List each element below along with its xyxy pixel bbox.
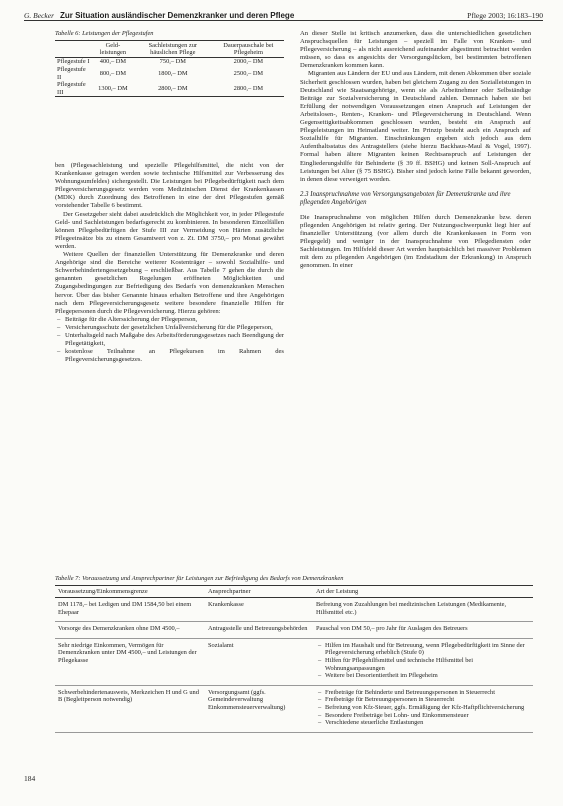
table-cell: Pflegestufe I [57,58,90,66]
table-cell: 800,– DM [99,69,127,77]
benefit-cell [313,598,533,622]
list-item: – Hilfen im Haushalt und für Betreuung, wenn Pflegebedürftigkeit im Sinne der Pflegeversicherung erheblich (Stufe 0) [316,642,530,657]
benefit-cell [313,638,533,685]
table-6-caption: Tabelle 6: Leistungen der Pflegestufen [55,30,154,37]
header-journal-ref: Pflege 2003; 16:183–190 [467,11,543,20]
table-7-header-cell: Art der Leistung [313,586,533,598]
list-item: – kostenlose Teilnahme an Pflegekursen im Rahmen des Pflegeversicherungsgesetzes. [55,348,284,364]
page-number: 184 [24,774,36,783]
paragraph: Weitere Quellen der finanziellen Unterstützung für Demenzkranke und deren Angehörige sind die Bereiche weiterer Kostenträger – sowohl Sozialhilfe- und Schwerbehindertengesetzgebung – erschließbar. Aus Tabelle 7 gehen die durch die genannten gesetzlichen Regelungen eröffneten Möglichkeiten und Zugangsbedingungen zur Befriedigung des Bedarfs von demenzkranken Menschen hervor. Über das bisher Genannte hinaus erhalten Betroffene und ihre Angehörigen nach dem Pflegeversicherungsgesetz weitere besondere finanzielle Hilfen für Pflegepersonen durch die Pflegeversicherung. Hierzu gehören: [55,251,284,315]
table-cell: 2800,– DM [233,84,264,92]
list-item: – Weitere bei Desorientiertheit im Pflegeheim [316,672,530,680]
table-6-header-cell: Geld-leistungen [99,42,127,57]
section-heading: 2.3 Inanspruchnahme von Versorgungsangeboten für Demenzkranke und ihre pflegenden Angehörigen [300,190,511,207]
table-cell: 750,– DM [159,58,186,66]
table-cell: 1300,– DM [98,84,128,92]
paragraph: Die Inanspruchnahme von möglichen Hilfen durch Demenzkranke bzw. deren pflegenden Angehörigen ist relativ gering. Der Nutzungsschwerpunkt liegt hier auf finanzieller Unterstützung (vor allem durch die Krankenkassen in Form von Pflegegeld) und weniger in der Inanspruchnahme von Pflegediensten oder Sachleistungen. Im Hilfsfeld dieser Art werden hauptsächlich bei massiver Problemen mit dem zu pflegenden Angehörigen (im Endstadium der Erkrankung) in Anspruch genommen. In einer [300,213,531,270]
list-item: – Freibeträge für Behinderte und Betreuungspersonen in Steuerrecht [316,689,530,697]
table-6-header-cell: Dauerpauschale bei Pflegeheim [223,42,274,57]
table-row [55,66,284,81]
table-6-grid [55,40,284,97]
paragraph: An dieser Stelle ist kritisch anzumerken, dass die unterschiedlichen gesetzlichen Anspruchsquellen für Leistungen – speziell im Falle von Kranken- und Pflegeversicherung – als nicht ausreichend aufeinander abgestimmt betrachtet werden müssen, so dass es angesichts der Versorgungslücken, bei bestimmten betroffenen Demenzkranken kommen kann. [300,30,531,70]
right-text-column [300,30,531,270]
contact-cell: Versorgungsamt (ggfs. Gemeindeverwaltung Einkommensteuerverwaltung) [205,685,313,732]
benefit-text: Pauschal von DM 50,– pro Jahr für Auslagen des Betreuers [316,625,468,633]
benefit-text: Befreiung von Zuzahlungen bei medizinischen Leistungen (Medikamente, Hilfsmittel etc.) [316,601,507,616]
list-item: – Freibeträge für Betreuungspersonen in Steuerrecht [316,696,530,704]
list-item: – Versicherungsschutz der gesetzlichen Unfallversicherung für die Pflegeperson, [55,324,284,332]
list-item: – Verschiedene steuerliche Entlastungen [316,719,530,727]
requirement-cell: Sehr niedrige Einkommen, Vermögen für Demenzkranken unter DM 4500,– und Leistungen der Pflegekasse [55,638,205,685]
table-cell: 2000,– DM [233,58,264,66]
list-item: – Befreiung von Kfz-Steuer, ggfs. Ermäßigung der Kfz-Haftpflichtversicherung [316,704,530,712]
table-cell: Pflegestufe III [57,81,86,96]
table-row [55,622,533,639]
benefit-cell [313,685,533,732]
table-7-header-cell: Ansprechpartner [205,586,313,598]
table-row [55,638,533,685]
paragraph: Migranten aus Ländern der EU und aus Ländern, mit denen Abkommen über soziale Sicherheit geschlossen wurden, haben bei gleichem Zugang zu den Sozialleistungen in Deutschland wie Staatsangehörige, wenn sie als Arbeitnehmer oder Selbständige Beiträge zur Sozialversicherung in Deutschland zahlen. Demnach haben sie bei Erfüllung der notwendigen Voraussetzungen einen Anspruch auf Leistungen der Arbeitslosen-, Renten-, Kranken- und Pflegeversicherung in Deutschland. Wenn Gegenseitigkeitsabkommen geschlossen wurden, besteht ein Anspruch auf Pflegeleistungen im Heimatland weiter. Im Prinzip besteht auch ein Anspruch auf Sozialhilfe für Migranten. Einschränkungen ergeben sich jedoch aus dem Aufenthaltsstatus des Antragstellers (siehe hierzu Backhaus-Maul & Vogel, 1997). Formal haben ältere Migranten keinen Rechtsanspruch auf Leistungen der Eingliederungshilfe für Behinderte (§ 39 ff. BSHG) und keinen Soll-Anspruch auf Leistungen bei Alter (§ 75 BSHG). Bisher sind jedoch keine Fälle bekannt geworden, in denen diese verweigert worden. [300,70,531,183]
list-item: – Unterhaltsgeld nach Maßgabe des Arbeitsförderungsgesetzes nach Beendigung der Pflegetätigkeit, [55,332,284,348]
table-7-header-cell: Voraussetzung/Einkommensgrenze [55,586,205,598]
requirement-cell: Schwerbehindertenausweis, Merkzeichen H und G und B (Begleitperson notwendig) [55,685,205,732]
table-row [55,598,533,622]
support-list [55,316,284,365]
table-row [55,58,284,66]
table-cell: 2500,– DM [233,69,264,77]
running-header [24,4,543,21]
contact-cell: Antragsstelle und Betreuungsbehörden [205,622,313,639]
table-7 [55,575,533,733]
table-cell: Pflegestufe II [57,66,86,81]
contact-cell: Krankenkasse [205,598,313,622]
table-7-caption: Tabelle 7: Voraussetzung und Ansprechpartner für Leistungen zur Befriedigung des Bedarfs von Demenzkranken [55,575,344,582]
table-6 [55,30,284,97]
list-item: – Besondere Freibeträge bei Lohn- und Einkommensteuer [316,712,530,720]
paragraph: Der Gesetzgeber sieht dabei ausdrücklich die Möglichkeit vor, in jeder Pflegestufe Geld- und Sachleistungen bedarfsgerecht zu kombinieren. In besonderen Einzelfällen können Pflegebedürftigen der Stufe III zur Vermeidung von Härten zusätzliche Pflegeeinsätze bis zu einem Gesamtwert von z. Zt. DM 3750,– pro Monat gewährt werden. [55,210,284,250]
table-6-header-cell: Sachleistungen zur häuslichen Pflege [148,42,198,57]
list-item: – Hilfen für Pflegehilfsmittel und technische Hilfsmittel bei Wohnungsanpassungen [316,657,530,672]
table-6-header-cell [55,41,93,58]
table-row [55,685,533,732]
table-cell: 1800,– DM [158,69,188,77]
paragraph: ben (Pflegesachleistung und spezielle Pflegehilfsmittel, die nicht von der Krankenkasse getragen werden sowie technische Hilfsmittel zur Verbesserung des Wohnungsumfeldes) sichergestellt. Die Leistungen bei Pflegebedürftigkeit nach dem Pflegeversicherungsgesetz werden vom Medizinischen Dienst der Krankenkassen (MDK) durch Zuordnung des Betroffenen in eine der drei Pflegestufen gemäß vorstehender Tabelle 6 bestimmt. [55,162,284,210]
table-row [55,81,284,97]
requirement-cell: Vorsorge des Demenzkranken ohne DM 4500,– [55,622,205,639]
benefit-list [316,689,530,727]
table-7-grid [55,585,533,733]
benefit-list [316,642,530,680]
requirement-cell: DM 1178,– bei Ledigen und DM 1584,50 bei einem Ehepaar [55,598,205,622]
benefit-cell [313,622,533,639]
left-text-column [55,162,284,364]
header-author: G. Becker [24,11,54,20]
table-cell: 400,– DM [99,58,127,66]
contact-cell: Sozialamt [205,638,313,685]
table-cell: 2800,– DM [158,84,188,92]
header-title: Zur Situation ausländischer Demenzkranker und deren Pflege [59,11,295,20]
list-item: – Beiträge für die Alterssicherung der Pflegeperson, [55,316,284,324]
